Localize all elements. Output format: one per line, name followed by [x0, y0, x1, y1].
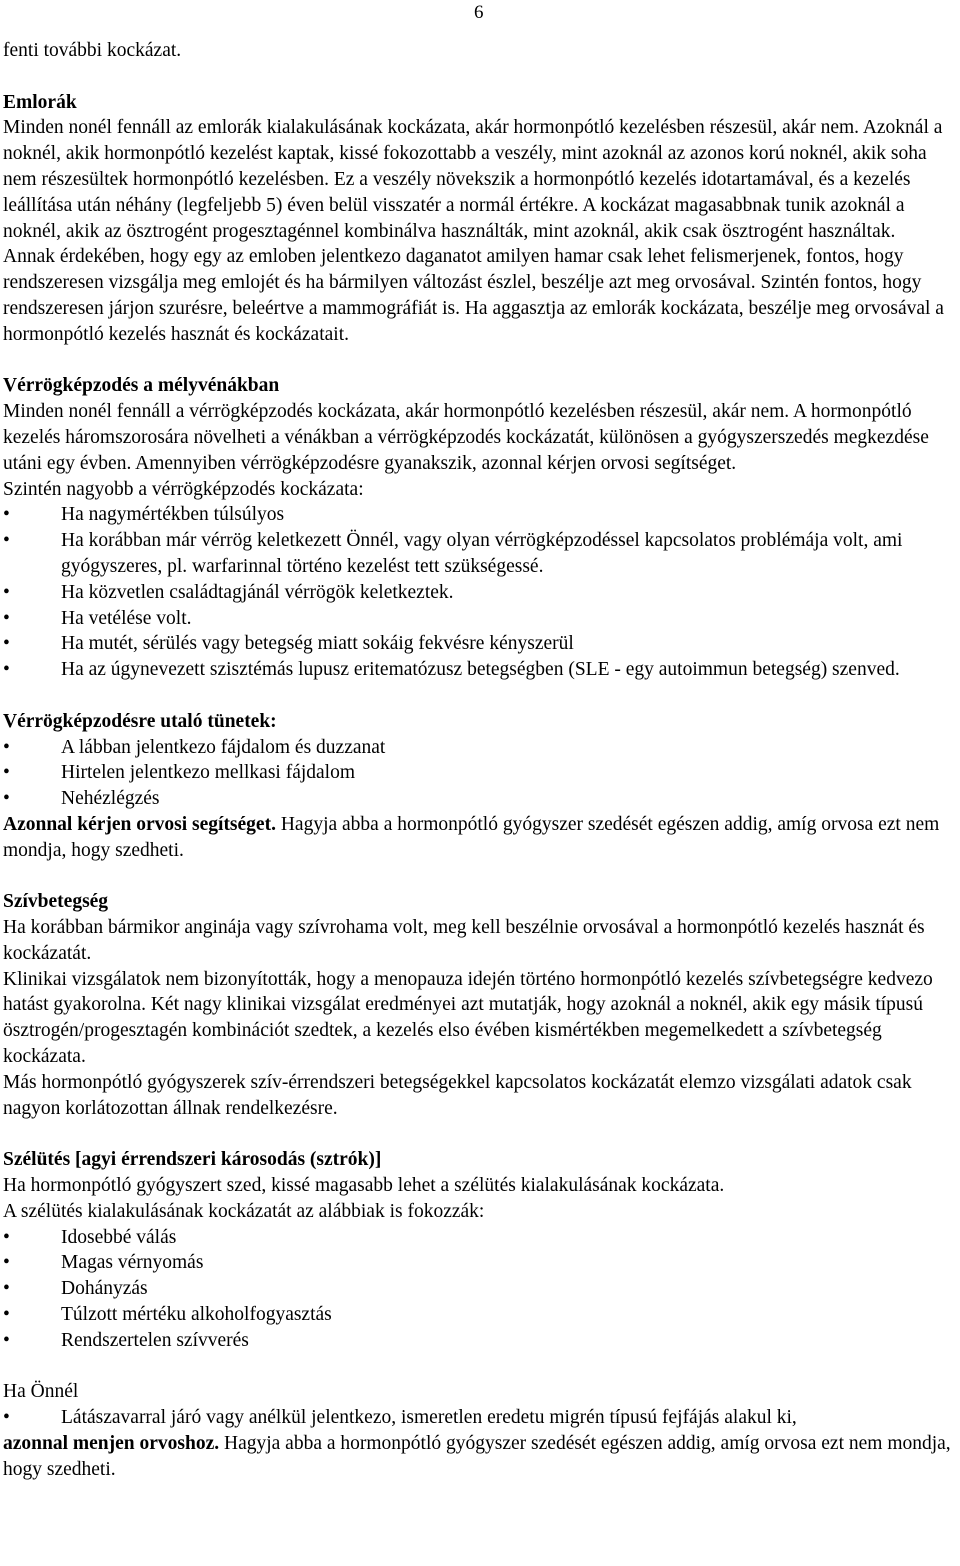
warning-paragraph	[3, 1431, 955, 1483]
bullet-icon: •	[3, 530, 10, 552]
list-item-text: Ha vetélése volt.	[61, 607, 192, 629]
list-item	[3, 502, 955, 528]
paragraph: Annak érdekében, hogy egy az emloben jelentkezo daganatot amilyen hamar csak lehet felismerjenek, fontos, hogy rendszeresen vizsgálja meg emlojét és ha bármilyen változást észlel, beszélje azt meg orvosával. Szintén fontos, hogy rendszeresen járjon szurésre, beleértve a mammográfiát is. Ha aggasztja az emlorák kockázata, beszélje meg orvosával a hormonpótló kezelés hasznát és kockázatait.	[3, 246, 944, 345]
paragraph: Ha hormonpótló gyógyszert szed, kissé magasabb lehet a szélütés kialakulásának kockázata.	[3, 1175, 725, 1197]
bullet-icon: •	[3, 1329, 10, 1351]
section-heading: Emlorák	[3, 91, 77, 113]
list-item-text: Rendszertelen szívverés	[61, 1329, 249, 1351]
list-item	[3, 631, 955, 657]
bullet-icon: •	[3, 736, 10, 758]
section-heart-disease	[3, 889, 955, 1121]
paragraph: Más hormonpótló gyógyszerek szív-érrendszeri betegségekkel kapcsolatos kockázatát elemzo vizsgálati adatok csak nagyon korlátozottan állnak rendelkezésre.	[3, 1071, 912, 1119]
bullet-icon: •	[3, 504, 10, 526]
paragraph: Minden nonél fennáll az emlorák kialakulásának kockázata, akár hormonpótló kezelésben részesül, akár nem. Azoknál a noknél, akik hormonpótló kezelést kaptak, kissé fokozottabb a veszély, mint azoknál az azonos korú noknél, akik soha nem részesültek hormonpótló kezelésben. Ez a veszély növekszik a hormonpótló kezelés idotartamával, és a kezelés leállítása után néhány (legfeljebb 5) éven belül visszatér a normál értékre. A kockázat magasabbnak tunik azoknál a noknél, akik az ösztrogént progesztagénnel kombinálva használták, mint azoknál, akik csak ösztrogént használtak.	[3, 117, 943, 242]
section-stroke	[3, 1147, 955, 1353]
bullet-icon: •	[3, 659, 10, 681]
list-item	[3, 735, 955, 761]
section-heading: Vérrögképzodésre utaló tünetek:	[3, 710, 277, 732]
list-item	[3, 580, 955, 606]
intro-continuation: fenti további kockázat.	[3, 40, 182, 61]
list-item	[3, 528, 955, 580]
list-item-text: Ha az úgynevezett szisztémás lupusz eritematózusz betegségben (SLE - egy autoimmun betegség) szenved.	[61, 659, 900, 681]
list-intro: A szélütés kialakulásának kockázatát az alábbiak is fokozzák:	[3, 1200, 485, 1222]
bullet-icon: •	[3, 788, 10, 810]
list-item-text: Túlzott mértéku alkoholfogyasztás	[61, 1304, 332, 1326]
list-item-text: A lábban jelentkezo fájdalom és duzzanat	[61, 736, 386, 758]
list-item-text: Ha közvetlen családtagjánál vérrögök keletkeztek.	[61, 581, 454, 603]
list-item	[3, 1328, 955, 1354]
list-item	[3, 1225, 955, 1251]
spacer	[3, 1121, 955, 1147]
list-item-text: Magas vérnyomás	[61, 1252, 204, 1274]
warning-paragraph	[3, 812, 955, 864]
paragraph: Ha korábban bármikor anginája vagy szívrohama volt, meg kell beszélnie orvosával a hormonpótló kezelés hasznát és kockázatát.	[3, 917, 925, 964]
list-item-text: Nehézlégzés	[61, 788, 160, 810]
paragraph: Klinikai vizsgálatok nem bizonyították, hogy a menopauza idején történo hormonpótló kezelés szívbetegségre kedvezo hatást gyakorolna. Két nagy klinikai vizsgálat eredményei azt mutatják, hogy azoknál a noknél, akik egy másik típusú ösztrogén/progesztagén kombinációt szedtek, a kezelés elso évében kismértékben megemelkedett a szívbetegség kockázata.	[3, 968, 933, 1068]
bullet-list	[3, 735, 955, 812]
list-intro: Ha Önnél	[3, 1381, 79, 1403]
warning-text: Hagyja abba a hormonpótló gyógyszer szedését egészen addig, amíg orvosa ezt nem mondja, hogy szedheti.	[3, 1433, 951, 1480]
bullet-icon: •	[3, 762, 10, 784]
list-item	[3, 1302, 955, 1328]
section-heading: Vérrögképzodés a mélyvénákban	[3, 375, 280, 397]
bullet-icon: •	[3, 1407, 10, 1429]
spacer	[3, 1354, 955, 1380]
list-item	[3, 657, 955, 683]
list-item	[3, 786, 955, 812]
warning-bold: Azonnal kérjen orvosi segítséget.	[3, 813, 276, 835]
bullet-icon: •	[3, 633, 10, 655]
bullet-icon: •	[3, 607, 10, 629]
document-body	[3, 38, 955, 1483]
list-item	[3, 1405, 955, 1431]
bullet-icon: •	[3, 1226, 10, 1248]
list-item-text: Látászavarral járó vagy anélkül jelentkezo, ismeretlen eredetu migrén típusú fejfájás alakul ki,	[61, 1407, 797, 1429]
spacer	[3, 348, 955, 374]
spacer	[3, 64, 955, 90]
bullet-icon: •	[3, 1304, 10, 1326]
warning-bold: azonnal menjen orvoshoz.	[3, 1433, 220, 1455]
list-item-text: Idosebbé válás	[61, 1226, 177, 1248]
paragraph: Minden nonél fennáll a vérrögképzodés kockázata, akár hormonpótló kezelésben részesül, akár nem. A hormonpótló kezelés háromszorosára növelheti a vénákban a vérrögképzodés kockázatát, különösen a gyógyszerszedés megkezdése utáni egy évben. Amennyiben vérrögképzodésre gyanakszik, azonnal kérjen orvosi segítséget.	[3, 401, 929, 474]
bullet-icon: •	[3, 1252, 10, 1274]
list-item	[3, 606, 955, 632]
section-dvt	[3, 373, 955, 683]
spacer	[3, 864, 955, 890]
list-item-text: Ha mutét, sérülés vagy betegség miatt sokáig fekvésre kényszerül	[61, 633, 574, 655]
list-item	[3, 1250, 955, 1276]
bullet-icon: •	[3, 581, 10, 603]
bullet-list	[3, 1225, 955, 1354]
bullet-icon: •	[3, 1278, 10, 1300]
bullet-list	[3, 502, 955, 683]
page-number: 6	[474, 2, 484, 23]
section-heading: Szívbetegség	[3, 891, 109, 913]
list-item-text: Dohányzás	[61, 1278, 148, 1300]
section-breast-cancer	[3, 90, 955, 348]
section-migraine	[3, 1379, 955, 1482]
section-heading: Szélütés [agyi érrendszeri károsodás (sztrók)]	[3, 1149, 382, 1171]
list-item-text: Hirtelen jelentkezo mellkasi fájdalom	[61, 762, 356, 784]
warning-text: Hagyja abba a hormonpótló gyógyszer szedését egészen addig, amíg orvosa ezt nem mondja, hogy szedheti.	[3, 813, 940, 861]
bullet-list	[3, 1405, 955, 1431]
list-item-text: Ha korábban már vérrög keletkezett Önnél, vagy olyan vérrögképzodéssel kapcsolatos problémája volt, ami gyógyszeres, pl. warfarinnal történo kezelést tett szükségessé.	[61, 530, 903, 577]
list-intro: Szintén nagyobb a vérrögképzodés kockázata:	[3, 478, 364, 500]
spacer	[3, 683, 955, 709]
list-item-text: Ha nagymértékben túlsúlyos	[61, 504, 285, 526]
list-item	[3, 760, 955, 786]
section-dvt-symptoms	[3, 709, 955, 864]
list-item	[3, 1276, 955, 1302]
